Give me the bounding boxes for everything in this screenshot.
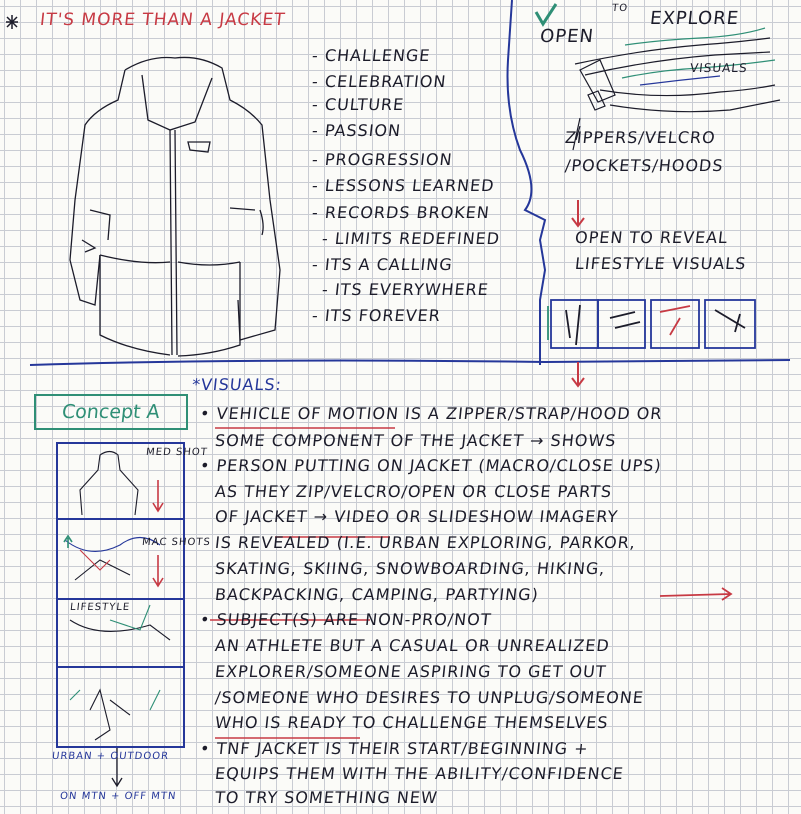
- jacket-sketch: [70, 57, 280, 356]
- note-line: IS REVEALED (I.E. URBAN EXPLORING, PARKOR,: [214, 533, 637, 552]
- to-label: TO: [611, 3, 629, 14]
- note-line: SOME COMPONENT OF THE JACKET → SHOWS: [214, 431, 618, 450]
- note-line: WHO IS READY TO CHALLENGE THEMSELVES: [214, 713, 610, 732]
- lifestyle-line: LIFESTYLE VISUALS: [574, 254, 748, 273]
- storyboard-arrows: [64, 480, 163, 586]
- visuals-label: VISUALS: [689, 61, 749, 75]
- note-line: AS THEY ZIP/VELCRO/OPEN OR CLOSE PARTS: [214, 482, 614, 501]
- list-item: - ITS FOREVER: [311, 306, 442, 325]
- note-line: SKATING, SKIING, SNOWBOARDING, HIKING,: [214, 559, 607, 578]
- arrow-down-icon: [572, 362, 584, 386]
- list-item: - ITS A CALLING: [311, 255, 454, 274]
- note-line: • VEHICLE OF MOTION IS A ZIPPER/STRAP/HOOD OR: [199, 404, 664, 423]
- note-line: EQUIPS THEM WITH THE ABILITY/CONFIDENCE: [214, 764, 625, 783]
- storyboard-sketches: [65, 452, 170, 741]
- list-item: - RECORDS BROKEN: [311, 203, 491, 222]
- urban-outdoor-label: URBAN + OUTDOOR: [51, 751, 170, 762]
- lifestyle-label: LIFESTYLE: [69, 602, 131, 613]
- note-line: • PERSON PUTTING ON JACKET (MACRO/CLOSE UPS): [199, 456, 663, 475]
- note-line: TO TRY SOMETHING NEW: [214, 788, 439, 807]
- note-line: • TNF JACKET IS THEIR START/BEGINNING +: [199, 739, 590, 758]
- vertical-divider-line: [508, 0, 546, 365]
- note-line: /SOMEONE WHO DESIRES TO UNPLUG/SOMEONE: [214, 688, 645, 707]
- top-divider-line: [30, 360, 790, 365]
- med-shot-label: MED SHOT: [145, 447, 209, 458]
- check-icon: [536, 4, 556, 24]
- zippers-line: ZIPPERS/VELCRO: [564, 128, 717, 147]
- note-line: AN ATHLETE BUT A CASUAL OR UNREALIZED: [214, 636, 611, 655]
- asterisk-icon: [6, 15, 18, 29]
- open-label: OPEN: [538, 26, 596, 47]
- note-line: OF JACKET → VIDEO OR SLIDESHOW IMAGERY: [214, 507, 620, 526]
- list-item: - CULTURE: [311, 95, 406, 114]
- note-line: EXPLORER/SOMEONE ASPIRING TO GET OUT: [214, 662, 608, 681]
- concept-a-text: Concept A: [61, 401, 161, 423]
- list-item: - CHALLENGE: [311, 46, 432, 65]
- list-item: - LESSONS LEARNED: [311, 176, 496, 195]
- on-mtn-off-mtn-label: ON MTN + OFF MTN: [59, 791, 177, 802]
- list-item: - CELEBRATION: [311, 72, 448, 91]
- note-line: • SUBJECT(S) ARE NON-PRO/NOT: [199, 610, 493, 629]
- note-line: BACKPACKING, CAMPING, PARTYING): [214, 585, 540, 604]
- arrow-down-icon: [572, 200, 584, 226]
- storyboard-frames: [57, 443, 184, 747]
- list-item: - PASSION: [311, 121, 403, 140]
- list-item: - ITS EVERYWHERE: [321, 280, 490, 299]
- explore-label: EXPLORE: [648, 8, 741, 29]
- list-item: - LIMITS REDEFINED: [321, 229, 502, 248]
- page-title: IT'S MORE THAN A JACKET: [39, 10, 287, 30]
- concept-a-label: [34, 394, 188, 430]
- arrow-right-icon: [660, 588, 731, 600]
- list-item: - PROGRESSION: [311, 150, 454, 169]
- zipper-sketch: [575, 28, 780, 112]
- reveal-frames: [548, 300, 755, 348]
- visuals-header: *VISUALS:: [191, 375, 283, 394]
- reveal-line: OPEN TO REVEAL: [574, 228, 730, 247]
- pockets-line: /POCKETS/HOODS: [564, 156, 725, 175]
- mac-shots-label: MAC SHOTS: [141, 537, 212, 548]
